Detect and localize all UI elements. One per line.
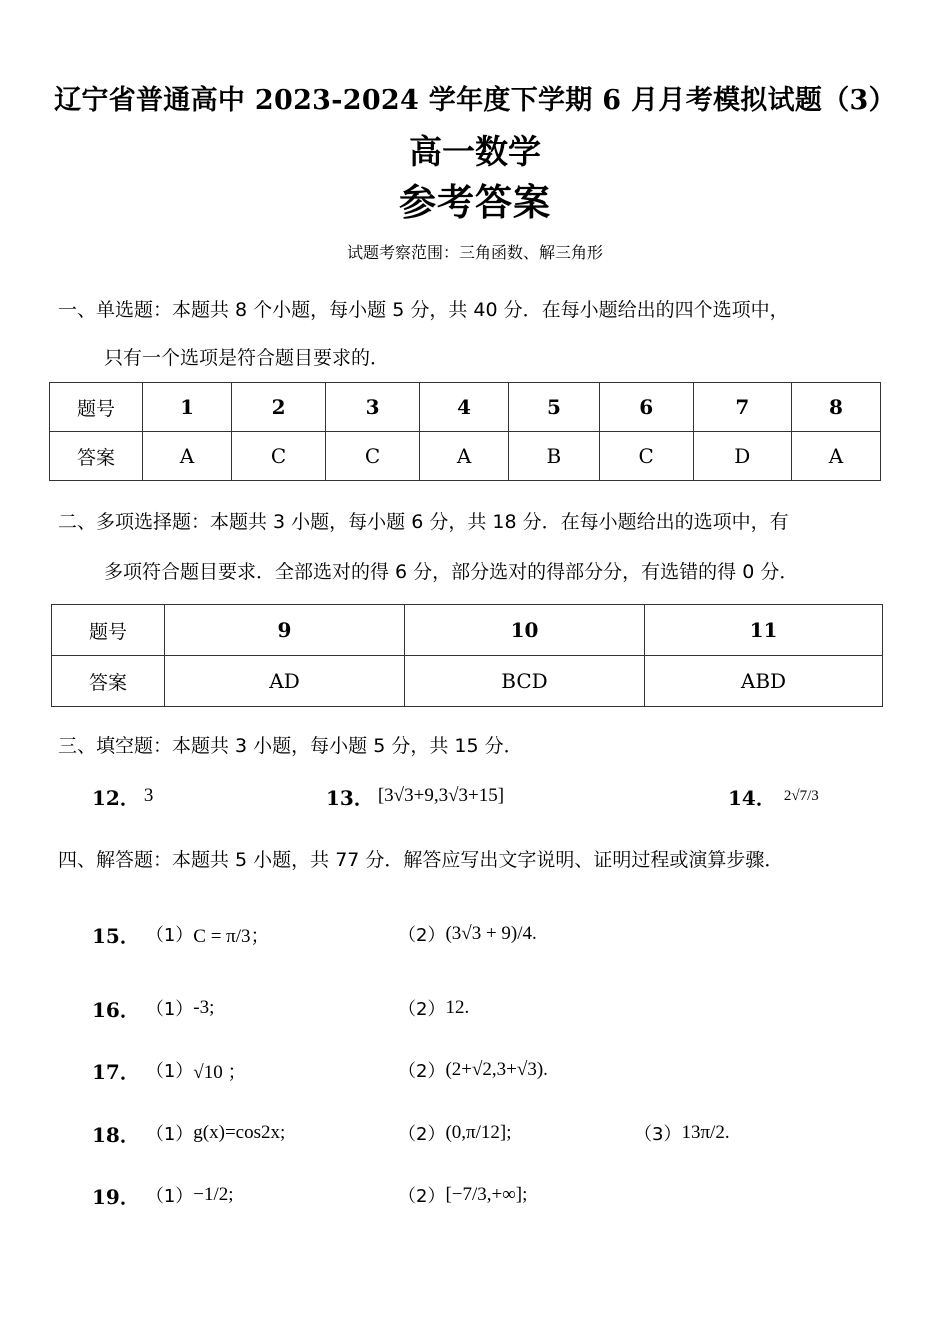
question-number: 8 xyxy=(791,383,880,432)
table-row xyxy=(50,383,881,432)
answer-cell: C xyxy=(599,432,693,481)
answer-cell: A xyxy=(791,432,880,481)
answer-value: (2+√2,3+√3). xyxy=(445,1059,548,1080)
question-number: 5 xyxy=(509,383,600,432)
question-number: 6 xyxy=(599,383,693,432)
row-label-answer: 答案 xyxy=(52,656,165,707)
question-number: 18． xyxy=(92,1122,140,1147)
part-label: （1） xyxy=(145,1124,194,1145)
question-number: 7 xyxy=(693,383,791,432)
answer-cell: BCD xyxy=(405,656,645,707)
answer-cell: ABD xyxy=(645,656,883,707)
section1-answer-table xyxy=(49,382,881,481)
answer-17-part1 xyxy=(92,1050,246,1090)
question-number: 3 xyxy=(326,383,420,432)
section4-heading: 四、解答题：本题共 5 小题，共 77 分．解答应写出文字说明、证明过程或演算步骤． xyxy=(58,849,784,871)
question-number: 11 xyxy=(645,605,883,656)
question-number: 17． xyxy=(92,1059,140,1084)
section2-answer-table xyxy=(51,604,883,707)
question-number: 15． xyxy=(92,923,140,948)
part-label: （2） xyxy=(398,925,446,946)
answer-cell: A xyxy=(420,432,509,481)
part-label: （2） xyxy=(398,1124,446,1145)
answer-18-part1 xyxy=(92,1113,285,1153)
row-label-answer: 答案 xyxy=(50,432,143,481)
answer-value: (3√3 + 9)/4. xyxy=(445,923,537,944)
answer-value: (0,π/12]; xyxy=(445,1122,512,1143)
answer-16-part1 xyxy=(92,988,214,1028)
question-number: 12． xyxy=(92,785,140,810)
answer-cell: AD xyxy=(165,656,405,707)
part-label: （2） xyxy=(398,999,446,1020)
answer-cell: D xyxy=(693,432,791,481)
exam-scope: 试题考察范围：三角函数、解三角形 xyxy=(346,243,603,262)
section1-heading-line2: 只有一个选项是符合题目要求的． xyxy=(104,347,390,369)
row-label-question: 题号 xyxy=(52,605,165,656)
answer-value: 12. xyxy=(445,997,470,1018)
answer-cell: C xyxy=(232,432,326,481)
answer-19-part1 xyxy=(92,1175,234,1215)
answer-value: [−7/3,+∞]; xyxy=(445,1184,528,1205)
answer-value: 2√7/3 xyxy=(783,787,819,804)
answer-value: √10 ； xyxy=(193,1061,247,1083)
subject-title: 高一数学 xyxy=(409,132,541,171)
document-title: 辽宁省普通高中 2023-2024 学年度下学期 6 月月考模拟试题（3） xyxy=(54,85,896,116)
answer-18-part3 xyxy=(634,1113,730,1153)
answer-13 xyxy=(326,776,504,816)
question-number: 2 xyxy=(232,383,326,432)
answer-value: 13π/2. xyxy=(681,1122,730,1143)
answer-16-part2 xyxy=(398,988,469,1028)
answer-value: C = π/3； xyxy=(193,925,270,947)
answer-12 xyxy=(92,776,153,816)
answer-19-part2 xyxy=(398,1175,527,1215)
part-label: （2） xyxy=(398,1186,446,1207)
section2-heading-line2: 多项符合题目要求．全部选对的得 6 分，部分选对的得部分分，有选错的得 0 分． xyxy=(104,561,799,583)
part-label: （1） xyxy=(145,1061,194,1082)
answer-key-title: 参考答案 xyxy=(399,180,551,224)
question-number: 16． xyxy=(92,997,140,1022)
answer-value: -3; xyxy=(193,997,215,1018)
question-number: 10 xyxy=(405,605,645,656)
question-number: 19． xyxy=(92,1184,140,1209)
section3-heading: 三、填空题：本题共 3 小题，每小题 5 分，共 15 分． xyxy=(58,735,523,757)
answer-value: −1/2; xyxy=(193,1184,234,1205)
answer-value: 3 xyxy=(143,785,154,806)
part-label: （2） xyxy=(398,1061,446,1082)
question-number: 4 xyxy=(420,383,509,432)
answer-14 xyxy=(728,776,819,816)
part-label: （1） xyxy=(145,1186,194,1207)
question-number: 13． xyxy=(326,785,374,810)
row-label-question: 题号 xyxy=(50,383,143,432)
answer-18-part2 xyxy=(398,1113,512,1153)
answer-15-part1 xyxy=(92,914,270,954)
part-label: （1） xyxy=(145,999,194,1020)
part-label: （3） xyxy=(634,1124,682,1145)
question-number: 14． xyxy=(728,785,776,810)
answer-cell: C xyxy=(326,432,420,481)
table-row xyxy=(52,656,883,707)
table-row xyxy=(50,432,881,481)
answer-value: g(x)=cos2x; xyxy=(193,1122,286,1143)
section2-heading: 二、多项选择题：本题共 3 小题，每小题 6 分，共 18 分．在每小题给出的选项中，有 xyxy=(58,511,789,533)
answer-17-part2 xyxy=(398,1050,548,1090)
section1-heading: 一、单选题：本题共 8 个小题，每小题 5 分，共 40 分．在每小题给出的四个选项中， xyxy=(58,299,789,321)
question-number: 1 xyxy=(143,383,232,432)
answer-value: [3√3+9,3√3+15] xyxy=(377,785,505,806)
question-number: 9 xyxy=(165,605,405,656)
part-label: （1） xyxy=(145,925,194,946)
answer-cell: A xyxy=(143,432,232,481)
answer-cell: B xyxy=(509,432,600,481)
answer-15-part2 xyxy=(398,914,537,954)
table-row xyxy=(52,605,883,656)
